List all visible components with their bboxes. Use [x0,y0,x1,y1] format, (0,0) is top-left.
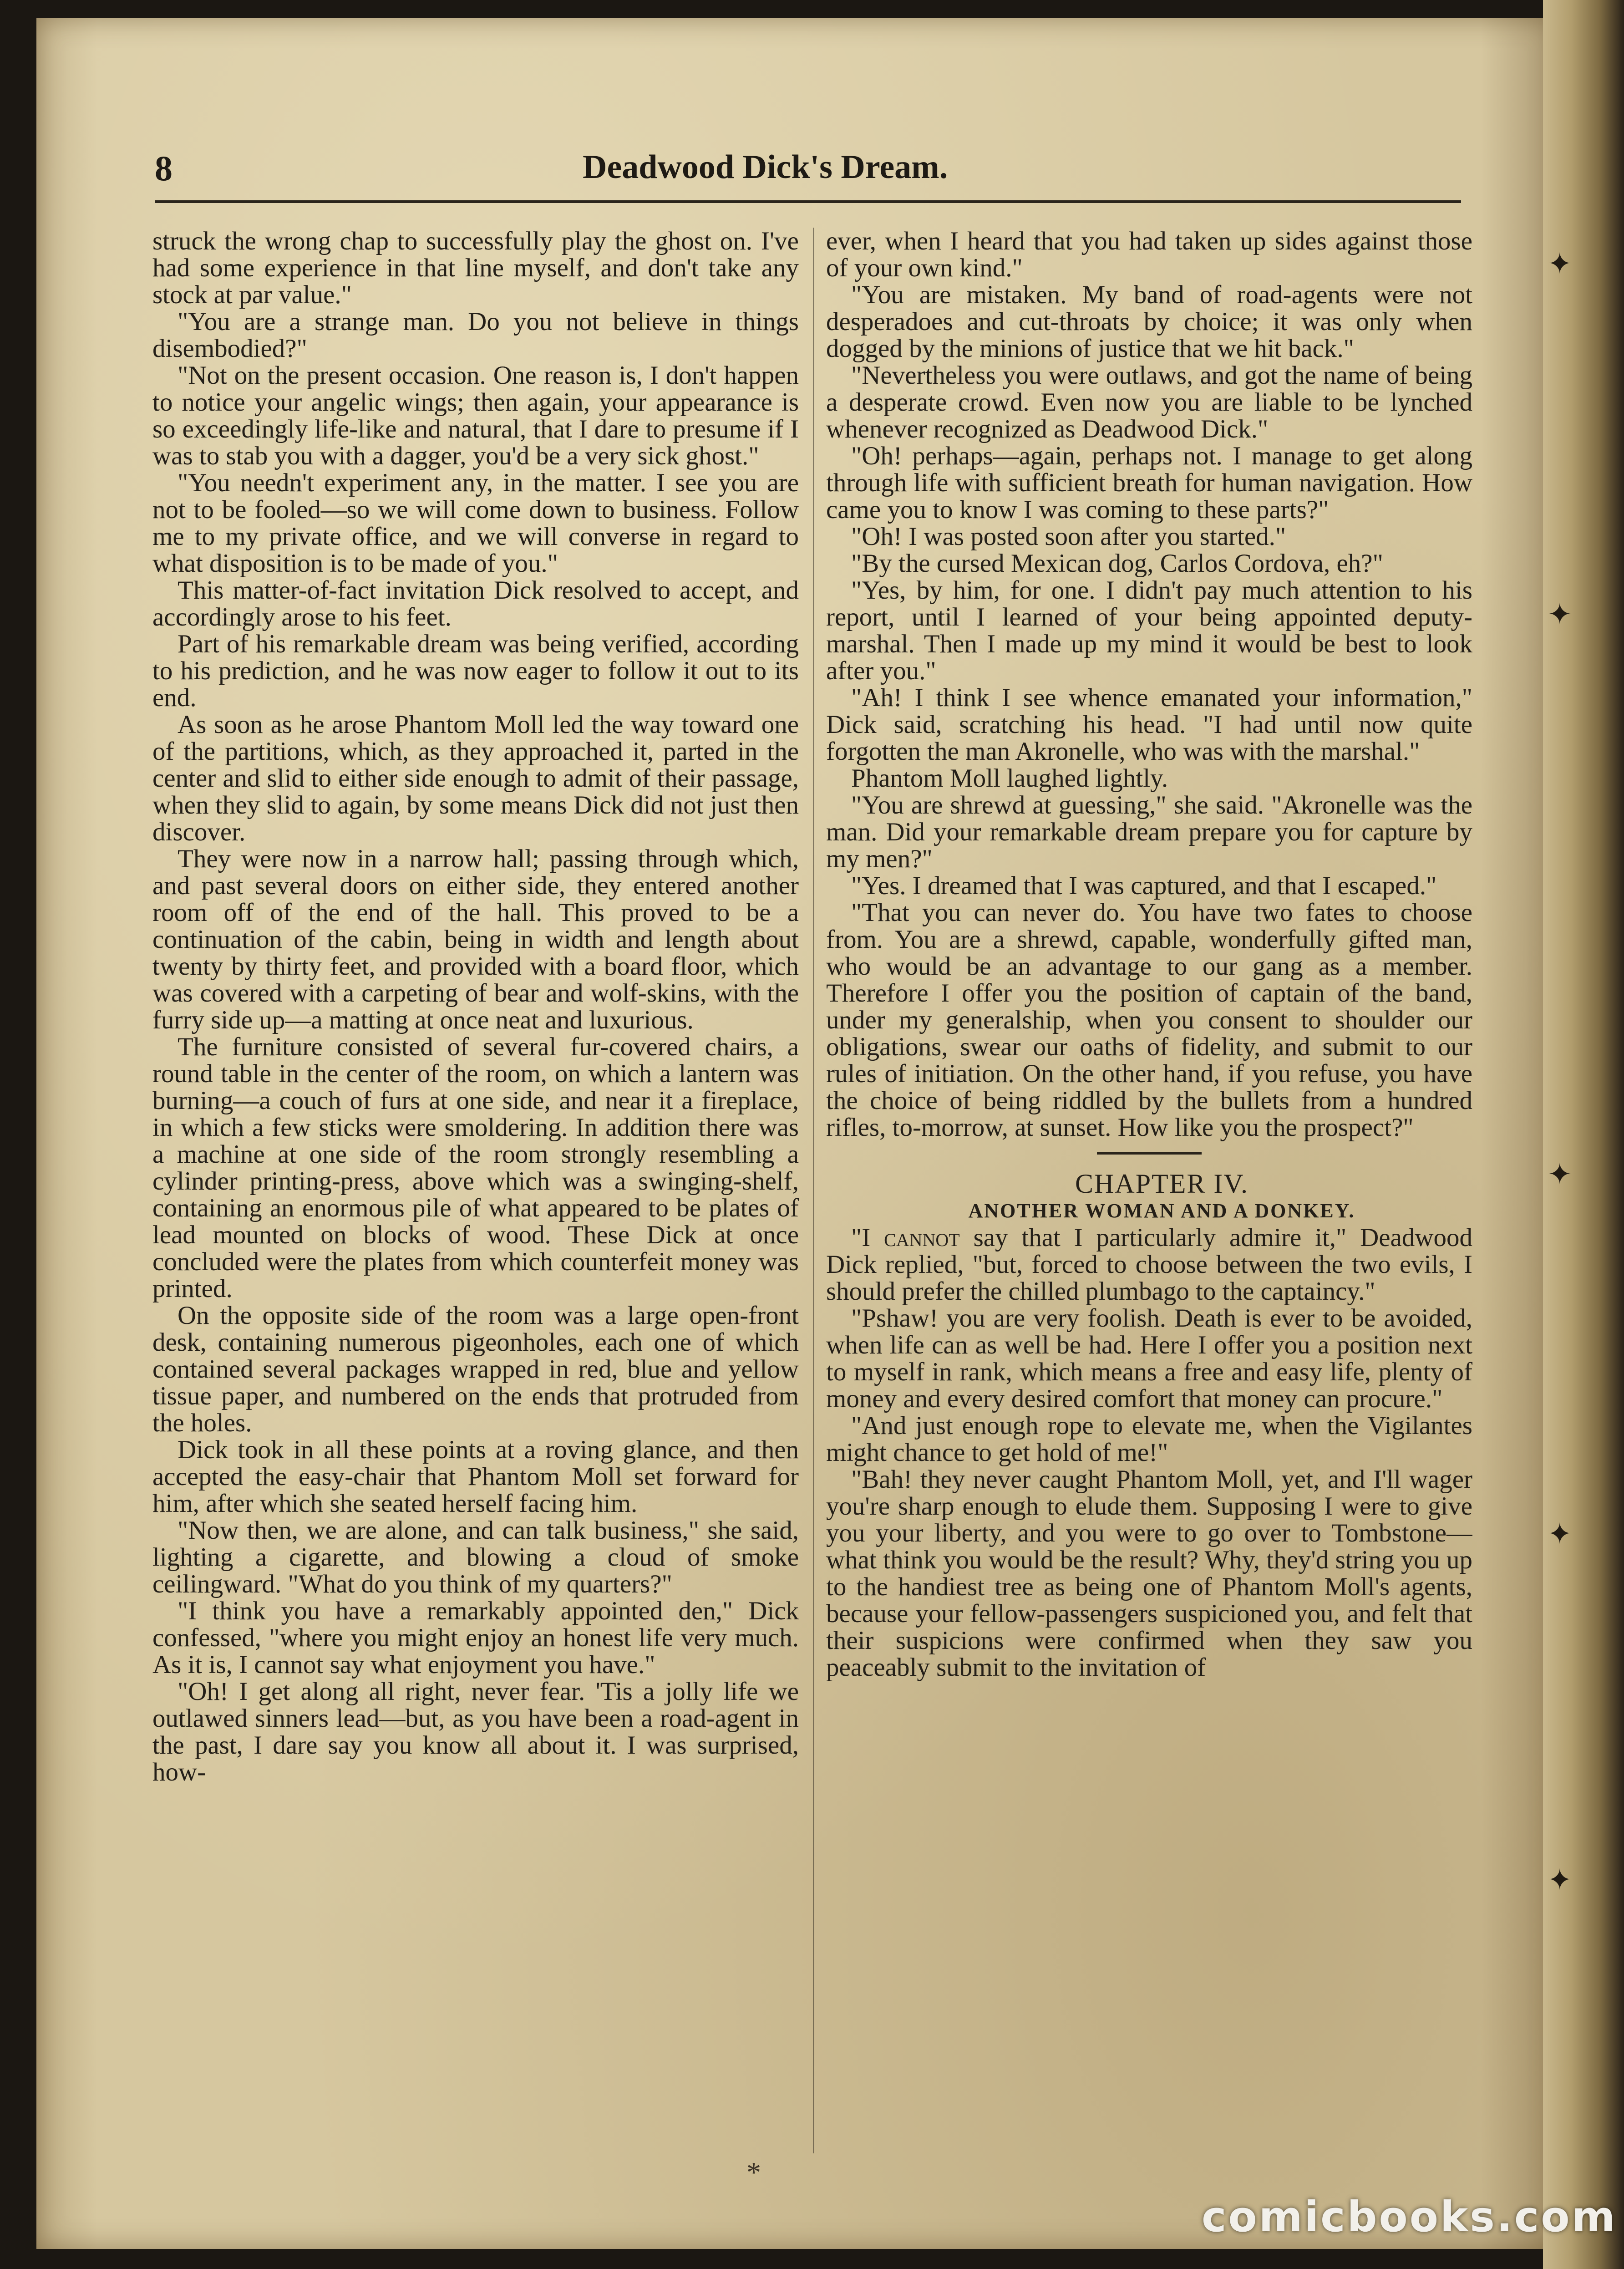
paragraph: This matter-of-fact invitation Dick resolved to accept, and accordingly arose to his feet. [152,576,799,631]
paragraph: "Oh! I get along all right, never fear. 'Tis a jolly life we outlawed sinners lead—but, as you have been a road-agent in the past, I dare say you know all about it. I was surprised, how- [152,1677,799,1786]
paragraph: "Yes, by him, for one. I didn't pay much attention to his report, until I learned of your being appointed deputy-marshal. Then I made up my mind it would be best to look after you." [826,576,1472,685]
paragraph: On the opposite side of the room was a large open-front desk, containing numerous pigeonholes, each one of which contained several packages wrapped in red, blue and yellow tissue paper, and numbered on the ends that protruded from the holes. [152,1301,799,1437]
running-title: Deadwood Dick's Dream. [583,148,948,186]
paragraph: "Oh! I was posted soon after you started." [851,522,1286,551]
chapter-opening-quote: "I [851,1223,884,1252]
chapter-subtitle: ANOTHER WOMAN AND A DONKEY. [968,1200,1355,1222]
left-column [152,228,799,2153]
paragraph: "You are a strange man. Do you not believe in things disembodied?" [152,307,799,363]
paragraph: "Bah! they never caught Phantom Moll, yet, and I'll wager you're sharp enough to elude them. Supposing I were to give you your liberty, and you were to go over to Tombstone—what think you would be the result? Why, they'd string you up to the handiest tree as being one of Phantom Moll's agents, because your fellow-passengers suspicioned you, and felt that their suspicions were confirmed when they saw you peaceably submit to the invitation of [826,1465,1472,1682]
paragraph: "Ah! I think I see whence emanated your information," Dick said, scratching his head. "I had until now quite forgotten the man Akronelle, who was with the marshal." [826,683,1472,766]
paragraph: "You needn't experiment any, in the matter. I see you are not to be fooled—so we will come down to business. Follow me to my private office, and we will converse in regard to what disposition is to be made of you." [152,468,799,578]
paragraph: "You are shrewd at guessing," she said. "Akronelle was the man. Did your remarkable dream prepare you for capture by my men?" [826,791,1472,873]
chapter-first-paragraph [826,1224,1472,1305]
paragraph: struck the wrong chap to successfully play the ghost on. I've had some experience in that line myself, and don't take any stock at par value." [152,228,799,309]
paragraph: "Yes. I dreamed that I was captured, and that I escaped." [851,871,1437,900]
binding-stitch: ✦ [1548,1518,1572,1550]
paragraph: Part of his remarkable dream was being verified, according to his prediction, and he was now eager to follow it out to its end. [152,630,799,712]
paragraph: "Not on the present occasion. One reason is, I don't happen to notice your angelic wings; then again, your appearance is so exceedingly life-like and natural, that I dare to presume if I was to stab you with a dagger, you'd be a very sick ghost." [152,361,799,470]
paragraph: "I think you have a remarkably appointed den," Dick confessed, "where you might enjoy an honest life very much. As it is, I cannot say what enjoyment you have." [152,1597,799,1679]
binding-stitch: ✦ [1548,1158,1572,1190]
paragraph: ever, when I heard that you had taken up sides against those of your own kind." [826,228,1472,282]
chapter-rule [1097,1152,1202,1155]
chapter-opening-word: cannot [884,1223,960,1252]
binding-stitch: ✦ [1548,1864,1572,1896]
paragraph: They were now in a narrow hall; passing through which, and past several doors on either side, they entered another room off of the end of the hall. This proved to be a continuation of the cabin, being in width and length about twenty by thirty feet, and provided with a board floor, which was covered with a carpeting of bear and wolf-skins, with the furry side up—a matting at once neat and luxurious. [152,845,799,1034]
book-spine [1543,0,1624,2269]
right-column [826,228,1472,2153]
paragraph: "Pshaw! you are very foolish. Death is ever to be avoided, when life can as well be had. Here I offer you a position next to myself in rank, which means a free and easy life, plenty of money and every desired comfort that money can procure." [826,1304,1472,1413]
paragraph: The furniture consisted of several fur-covered chairs, a round table in the center of the room, on which a lantern was burning—a couch of furs at one side, and near it a fireplace, in which a few sticks were smoldering. In addition there was a machine at one side of the room strongly resembling a cylinder printing-press, above which was a swinging-shelf, containing an enormous pile of what appeared to be plates of lead mounted on blocks of wood. These Dick at once concluded were the plates from which counterfeit money was printed. [152,1033,799,1303]
paragraph: "That you can never do. You have two fates to choose from. You are a shrewd, capable, wonderfully gifted man, who would be an advantage to our gang as a member. Therefore I offer you the position of captain of the band, under my generalship, when you consent to shoulder our obligations, swear our oaths of fidelity, and submit to our rules of initiation. On the other hand, if you refuse, you have the choice of being riddled by the bullets from a hundred rifles, to-morrow, at sunset. How like you the prospect?" [826,898,1472,1142]
paragraph: "Nevertheless you were outlaws, and got the name of being a desperate crowd. Even now you are liable to be lynched whenever recognized as Deadwood Dick." [826,361,1472,443]
paragraph: Dick took in all these points at a roving glance, and then accepted the easy-chair that Phantom Moll set forward for him, after which she seated herself facing him. [152,1435,799,1518]
chapter-title: CHAPTER IV. [1075,1169,1248,1199]
page-header [155,148,1461,189]
paragraph: "By the cursed Mexican dog, Carlos Cordova, eh?" [851,549,1383,578]
paragraph: "And just enough rope to elevate me, when the Vigilantes might chance to get hold of me!" [826,1411,1472,1467]
paragraph: As soon as he arose Phantom Moll led the way toward one of the partitions, which, as they approached it, parted in the center and slid to either side enough to admit of their passage, when they slid to again, by some means Dick did not just then discover. [152,710,799,846]
binding-stitch: ✦ [1548,598,1572,631]
watermark: comicbooks.com [1202,2193,1617,2241]
paragraph: "Now then, we are alone, and can talk business," she said, lighting a cigarette, and blowing a cloud of smoke ceilingward. "What do you think of my quarters?" [152,1516,799,1598]
footer-ornament: * [746,2156,761,2188]
page-number: 8 [155,148,173,188]
paragraph: "Oh! perhaps—again, perhaps not. I manage to get along through life with sufficient breath for human navigation. How came you to know I was coming to these parts?" [826,442,1472,524]
binding-stitch: ✦ [1548,248,1572,280]
paragraph: "You are mistaken. My band of road-agents were not desperadoes and cut-throats by choice; it was only when dogged by the minions of justice that we hit back." [826,280,1472,363]
column-divider [813,228,814,2153]
paragraph: Phantom Moll laughed lightly. [851,764,1168,793]
chapter-opening-rest: say that I particularly admire it," Deadwood Dick replied, "but, forced to choose between the two evils, I should prefer the chilled plumbago to the captaincy." [826,1223,1472,1306]
header-rule [155,200,1461,203]
